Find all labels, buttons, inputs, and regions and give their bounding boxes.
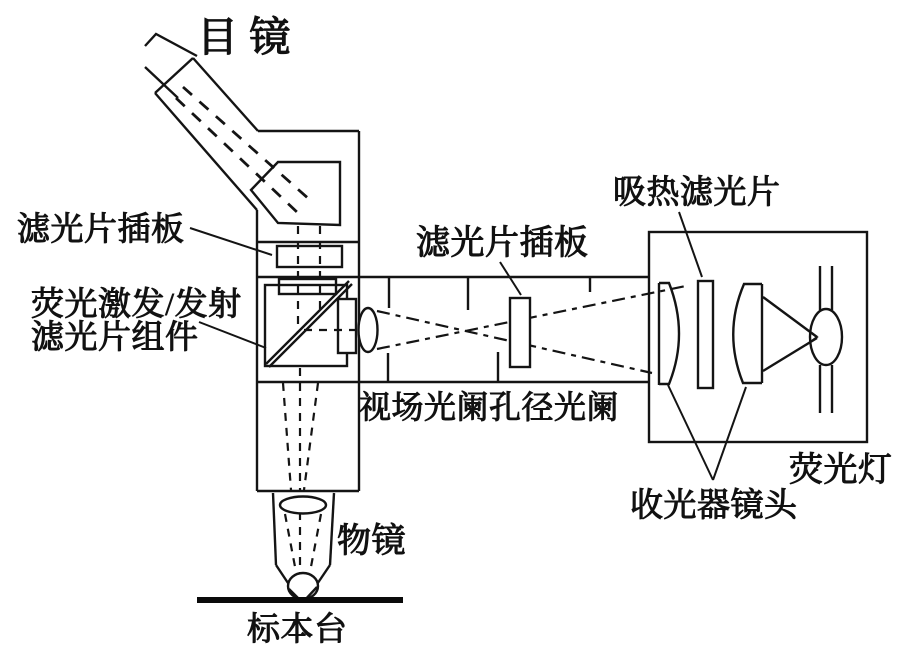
collector2-curve bbox=[733, 284, 762, 383]
objective-barrel-right bbox=[330, 493, 334, 565]
collector-lens-1 bbox=[659, 283, 679, 385]
label-objective: 物镜 bbox=[337, 523, 406, 560]
lamp-assembly bbox=[763, 266, 842, 413]
eyepiece-ray-2 bbox=[176, 98, 298, 213]
light-path-dashes bbox=[176, 87, 686, 588]
label-fluorescent-lamp: 荧光灯 bbox=[789, 452, 893, 489]
filter-slide-plate-mid bbox=[510, 298, 530, 367]
leader-filter-slide-mid bbox=[500, 262, 521, 295]
relay-lens bbox=[359, 308, 378, 352]
label-heat-filter: 吸热滤光片 bbox=[613, 175, 781, 211]
label-filter-slide-mid: 滤光片插板 bbox=[416, 225, 589, 262]
label-fluor-filter-line2: 滤光片组件 bbox=[31, 320, 199, 356]
objective-front-ball-lens bbox=[288, 573, 318, 599]
filter-slide-plate-left bbox=[277, 246, 342, 267]
cone-ray-left bbox=[283, 383, 291, 490]
label-fluor-filter-line1: 荧光激发/发射 bbox=[31, 287, 242, 323]
label-eyepiece: 目 镜 bbox=[197, 14, 291, 60]
heat-absorbing-filter bbox=[698, 281, 713, 388]
collector1-curve bbox=[659, 283, 679, 384]
eyepiece-barrel-upper bbox=[145, 34, 197, 56]
cone-ray-right bbox=[304, 383, 318, 490]
leader-collector-left bbox=[668, 385, 713, 480]
excitation-filter bbox=[279, 279, 336, 294]
tube-lower-edge bbox=[155, 93, 257, 210]
diaphragm-ticks bbox=[388, 278, 590, 381]
leader-heat-filter bbox=[679, 212, 702, 277]
arm-ray-up bbox=[377, 286, 686, 349]
head-prism bbox=[251, 162, 340, 225]
objective-top-lens bbox=[280, 497, 326, 514]
label-diaphragms: 视场光阑孔径光阑 bbox=[359, 389, 620, 425]
emission-filter bbox=[338, 299, 356, 353]
label-filter-slide-left: 滤光片插板 bbox=[17, 212, 185, 248]
lamp-bulb bbox=[810, 309, 842, 365]
objective-barrel-left bbox=[273, 493, 276, 565]
objective-lens-assembly bbox=[273, 493, 334, 602]
tube-upper-edge bbox=[193, 58, 258, 131]
objective-ray-right bbox=[310, 514, 321, 572]
eyepiece-barrel-lower bbox=[145, 67, 178, 98]
objective-ray-left bbox=[285, 514, 296, 572]
label-collector-lens: 收光器镜头 bbox=[630, 488, 798, 524]
leader-collector-right bbox=[713, 387, 746, 480]
collector-lens-2 bbox=[733, 284, 762, 383]
eyepiece-tube bbox=[145, 34, 258, 210]
tube-end-cap bbox=[155, 58, 193, 93]
label-specimen-stage: 标本台 bbox=[247, 612, 348, 648]
